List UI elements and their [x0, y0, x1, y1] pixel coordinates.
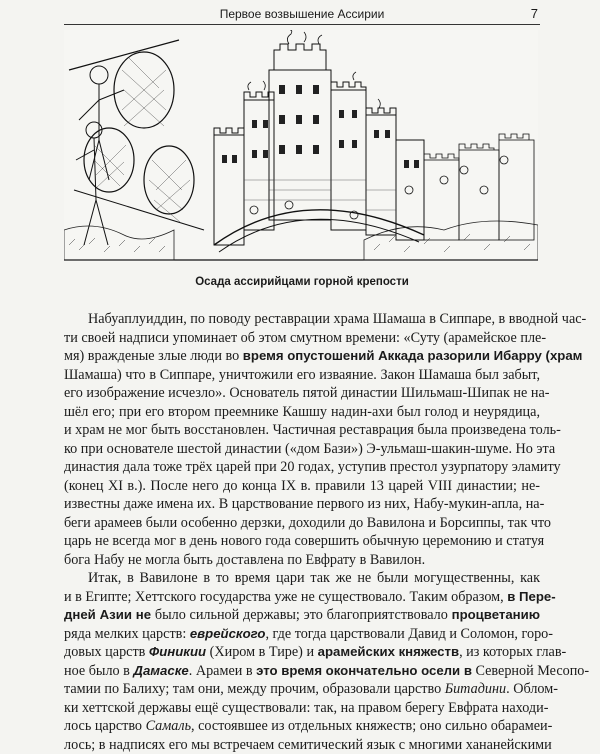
paragraph [64, 310, 540, 569]
text-span: мя) вражденые злые люди во [64, 348, 243, 364]
text-span: (конец XI в.). После него до конца IX в. правили 13 царей VIII династии; не- [64, 478, 540, 494]
text-span: шёл его; при его втором преемнике Кашшу надин-ахи был голод и неурядица, [64, 404, 540, 420]
text-span: лось; в надписях его мы встречаем семитический язык с многими хананейскими [64, 737, 552, 753]
page-number: 7 [531, 6, 538, 21]
text-span: лось царство [64, 718, 146, 734]
text-span: было сильной державы; это благоприятствовало [151, 607, 452, 623]
paragraph [64, 569, 540, 754]
text-span: ное было в [64, 663, 133, 679]
text-line [64, 347, 540, 366]
text-span: бога Набу не могла быть доставлена по Евфрату в Вавилон. [64, 552, 425, 568]
text-span: и в Египте; Хеттского государства уже не существовало. Таким образом, [64, 589, 507, 605]
text-line [64, 551, 540, 570]
text-line [64, 440, 540, 459]
text-line [64, 329, 540, 348]
siege-illustration [64, 30, 538, 262]
text-line [64, 514, 540, 533]
body-text [64, 310, 540, 754]
text-span: , из которых глав- [459, 644, 566, 660]
text-span: Битадини [445, 681, 506, 697]
text-line [64, 403, 540, 422]
text-span: Шамаша) [64, 367, 122, 383]
text-span: Самаль [146, 718, 191, 734]
text-line [64, 588, 540, 607]
text-line [64, 699, 540, 718]
text-line [64, 717, 540, 736]
chapter-title: Первое возвышение Ассирии [64, 7, 540, 21]
text-line [64, 625, 540, 644]
text-span: довых царств [64, 644, 149, 660]
text-span: время опустошений Аккада разорили Ибарру (храм [243, 348, 583, 363]
text-span: и храм не мог быть восстановлен. Частичная реставрация была произведена толь- [64, 422, 561, 438]
text-line [64, 736, 540, 754]
text-span: дней Азии не [64, 607, 151, 622]
text-span: Финикии [149, 644, 206, 659]
text-span: царь не всегда мог в день нового года совершить обычную церемонию и статуя [64, 533, 544, 549]
figure-caption: Осада ассирийцами горной крепости [64, 276, 540, 288]
text-line [64, 662, 540, 681]
text-span: династия дала тоже трёх царей при 20 годах, уступив престол узурпатору эламиту [64, 459, 561, 475]
text-line [64, 643, 540, 662]
running-header [64, 6, 540, 25]
text-span: ти своей надписи упоминает об этом смутном времени: «Суту (арамейское пле- [64, 330, 546, 346]
text-line [64, 569, 540, 588]
text-span: ряда мелких царств: [64, 626, 190, 642]
text-line [64, 421, 540, 440]
text-span: процветанию [452, 607, 540, 622]
text-span: . Арамеи в [189, 663, 256, 679]
text-span: в Пере- [507, 589, 555, 604]
text-span: Северной Месопо- [472, 663, 589, 679]
text-span: Набуаплуиддин, по поводу реставрации храма Шамаша в Сиппаре, в вводной час- [88, 311, 586, 327]
text-span: Итак, в Вавилоне в то время цари так же не были могущественны, как [88, 570, 540, 586]
text-line [64, 606, 540, 625]
text-span: (Хиром в Тире) и [206, 644, 318, 660]
text-line [64, 477, 540, 496]
text-span: ки хеттской державы ещё существовали: так, на правом берегу Евфрата находи- [64, 700, 548, 716]
text-line [64, 680, 540, 699]
text-span: , где тогда царствовали Давид и Соломон, горо- [265, 626, 553, 642]
text-line [64, 458, 540, 477]
text-line [64, 495, 540, 514]
text-line [64, 532, 540, 551]
text-span: . Облом- [506, 681, 558, 697]
text-span: это время окончательно осели в [256, 663, 472, 678]
text-span: тамии по Балиху; там они, между прочим, образовали царство [64, 681, 445, 697]
text-span: его изображение исчезло». Основатель пятой династии Шильмаш-Шипак не на- [64, 385, 549, 401]
text-span: известны даже имена их. В царствование первого из них, Набу-мукин-апла, на- [64, 496, 544, 512]
text-span: еврейского [190, 626, 266, 641]
text-span: беги арамеев были особенно дерзки, доходили до Вавилона и Борсиппы, так что [64, 515, 551, 531]
text-line [64, 384, 540, 403]
text-line [64, 310, 540, 329]
text-span: Дамаске [133, 663, 188, 678]
text-span: арамейских княжеств [318, 644, 459, 659]
text-span: ко при основателе шестой династии («дом Бази») Э-ульмаш-шакин-шуме. Но эта [64, 441, 555, 457]
text-span: , состоявшее из отдельных княжеств; оно сильно обарамеи- [191, 718, 552, 734]
text-span: что в Сиппаре, уничтожили его изваяние. Закон Шамаша был забыт, [122, 367, 540, 383]
text-line [64, 366, 540, 385]
